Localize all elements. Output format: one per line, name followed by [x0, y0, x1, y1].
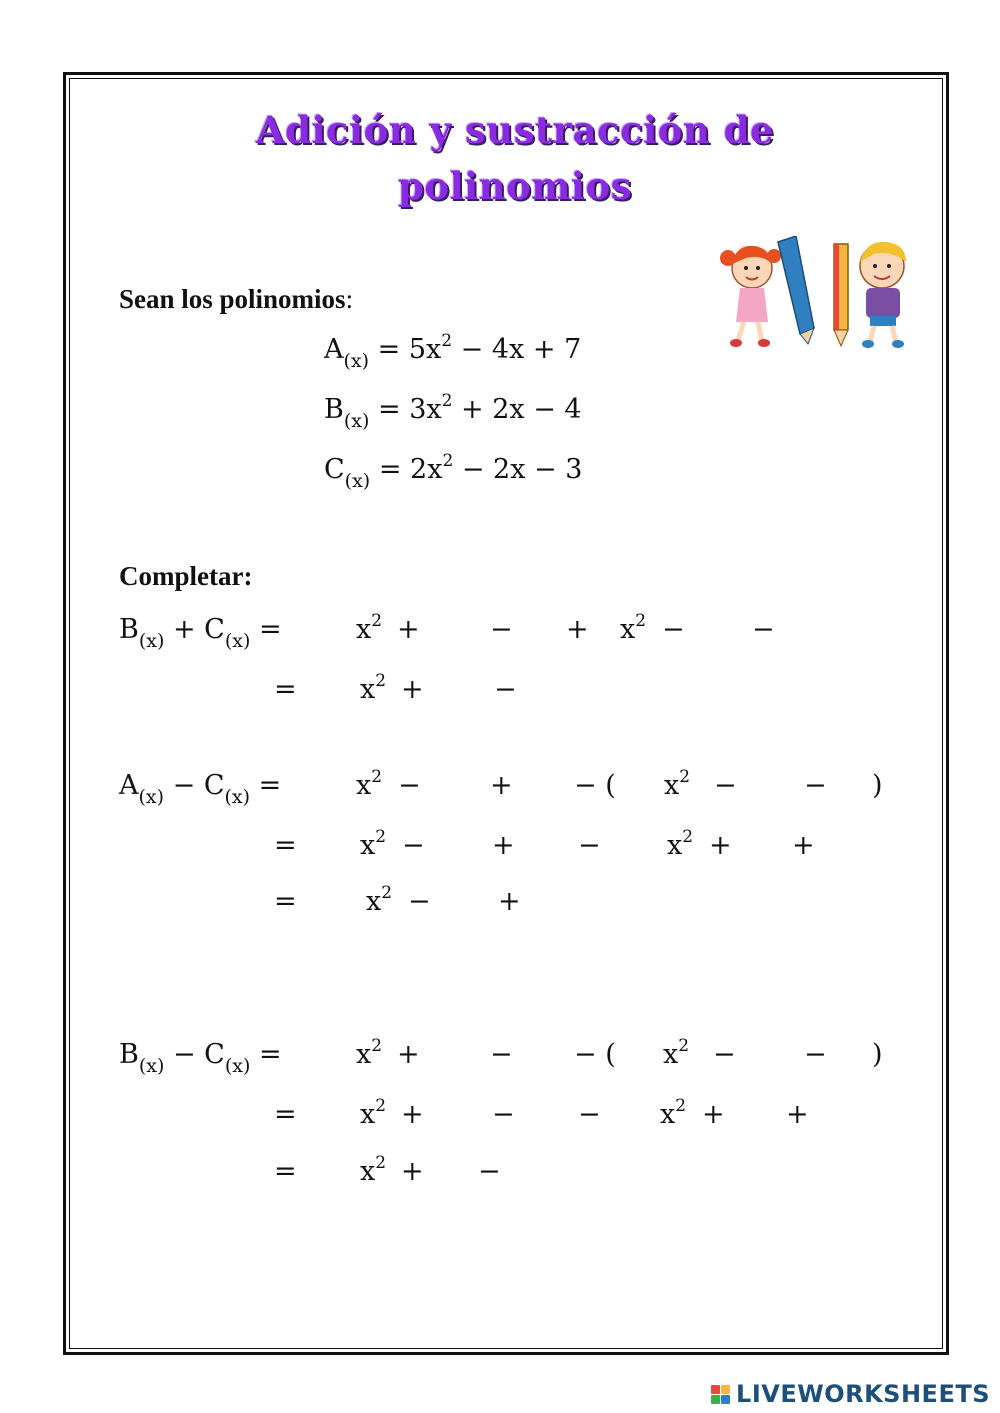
- intro-lead: Sean los polinomios: [119, 284, 346, 314]
- intro-colon: :: [345, 284, 354, 314]
- ex3-r2-x2: $x^2$: [360, 1096, 387, 1130]
- ex3-r1-minus2: −: [713, 1039, 736, 1070]
- ex3-r1-minus3: −: [804, 1039, 827, 1070]
- kids-with-pencils-icon: [716, 236, 916, 352]
- ex2-r3-minus: −: [408, 886, 431, 917]
- ex3-r1-minus1: −: [490, 1039, 513, 1070]
- liveworksheets-logo: [711, 1379, 990, 1409]
- ex2-r3-eq: =: [274, 886, 297, 917]
- ex1-r1-minus2: −: [662, 614, 685, 645]
- poly-a-name: A: [324, 334, 344, 365]
- ex3-r1-x2b: $x^2$: [663, 1036, 690, 1070]
- ex2-r2-x2b: $x^2$: [667, 827, 694, 861]
- ex1-r2-minus: −: [494, 674, 517, 705]
- ex3-r2-plus1: +: [401, 1099, 424, 1130]
- poly-b-rest: + 2x − 4: [452, 394, 582, 425]
- complete-label: Completar:: [119, 561, 253, 591]
- ex2-r2-plus3: +: [792, 830, 815, 861]
- poly-a-exp: 2: [441, 331, 453, 351]
- ex3-r1-close: ): [872, 1039, 883, 1070]
- brand-name: LIVEWORKSHEETS: [736, 1380, 990, 1408]
- ex1-r2-eq: =: [274, 674, 297, 705]
- ex1-r1-minus1: −: [490, 614, 513, 645]
- title-line-1: Adición y sustracción de: [255, 108, 775, 152]
- ex3-r1-x2: $x^2$: [356, 1036, 383, 1070]
- poly-a-rhs: = 5x: [377, 334, 442, 365]
- ex3-r2-plus2: +: [702, 1099, 725, 1130]
- ex1-r1-plus1: +: [397, 614, 420, 645]
- ex3-r1-minus-paren: − (: [574, 1039, 616, 1070]
- ex2-r1-minus1: −: [398, 770, 421, 801]
- poly-a: [324, 331, 582, 372]
- ex3-r3-minus: −: [478, 1156, 501, 1187]
- ex2-r1-plus1: +: [490, 770, 513, 801]
- ex1-r1-x2b: $x^2$: [620, 611, 647, 645]
- ex1-r1-minus3: −: [752, 614, 775, 645]
- ex3-r1-plus1: +: [397, 1039, 420, 1070]
- ex3-r2-minus2: −: [578, 1099, 601, 1130]
- liveworksheets-mark-icon: [711, 1385, 730, 1404]
- ex3-r2-minus1: −: [492, 1099, 515, 1130]
- ex2-r1-minus3: −: [804, 770, 827, 801]
- ex2-r1-x2b: $x^2$: [664, 767, 691, 801]
- intro-text: [119, 284, 353, 315]
- page-title: [150, 102, 880, 214]
- ex2-r1-minus2: −: [714, 770, 737, 801]
- ex2-r3-x2: $x^2$: [366, 883, 393, 917]
- ex2-r2-x2: $x^2$: [360, 827, 387, 861]
- ex3-r2-x2b: $x^2$: [660, 1096, 687, 1130]
- ex2-r1-x2: $x^2$: [356, 767, 383, 801]
- ex2-lhs: $A_{(x)} - C_{(x)}$ =: [119, 770, 282, 808]
- ex2-r2-minus2: −: [578, 830, 601, 861]
- poly-c: [324, 451, 583, 492]
- ex1-r2-plus: +: [401, 674, 424, 705]
- ex3-r3-plus: +: [401, 1156, 424, 1187]
- ex2-r2-plus1: +: [492, 830, 515, 861]
- ex3-lhs: $B_{(x)} - C_{(x)}$ =: [119, 1039, 282, 1077]
- poly-b-arg: (x): [343, 410, 370, 432]
- ex2-r2-plus2: +: [709, 830, 732, 861]
- poly-c-exp: 2: [442, 451, 454, 471]
- ex2-r3-plus: +: [498, 886, 521, 917]
- poly-b-rhs: = 3x: [377, 394, 442, 425]
- ex2-r1-close: ): [872, 770, 883, 801]
- poly-b: [324, 391, 582, 432]
- ex3-r2-plus3: +: [786, 1099, 809, 1130]
- ex1-r2-x2: $x^2$: [360, 671, 387, 705]
- ex3-r2-eq: =: [274, 1099, 297, 1130]
- ex3-r3-x2: $x^2$: [360, 1153, 387, 1187]
- ex2-r2-eq: =: [274, 830, 297, 861]
- poly-a-arg: (x): [343, 350, 370, 372]
- ex1-r1-x2: $x^2$: [356, 611, 383, 645]
- poly-c-rest: − 2x − 3: [453, 454, 583, 485]
- poly-b-exp: 2: [441, 391, 453, 411]
- ex3-r3-eq: =: [274, 1156, 297, 1187]
- poly-c-arg: (x): [344, 470, 371, 492]
- ex2-r1-minus-paren: − (: [574, 770, 616, 801]
- poly-b-name: B: [324, 394, 344, 425]
- poly-a-rest: − 4x + 7: [452, 334, 582, 365]
- ex2-r2-minus1: −: [402, 830, 425, 861]
- poly-c-rhs: = 2x: [378, 454, 443, 485]
- ex1-r1-plus2: +: [566, 614, 589, 645]
- poly-c-name: C: [324, 454, 345, 485]
- title-line-2: polinomios: [398, 164, 632, 208]
- ex1-lhs: $B_{(x)} + C_{(x)}$ =: [119, 614, 282, 652]
